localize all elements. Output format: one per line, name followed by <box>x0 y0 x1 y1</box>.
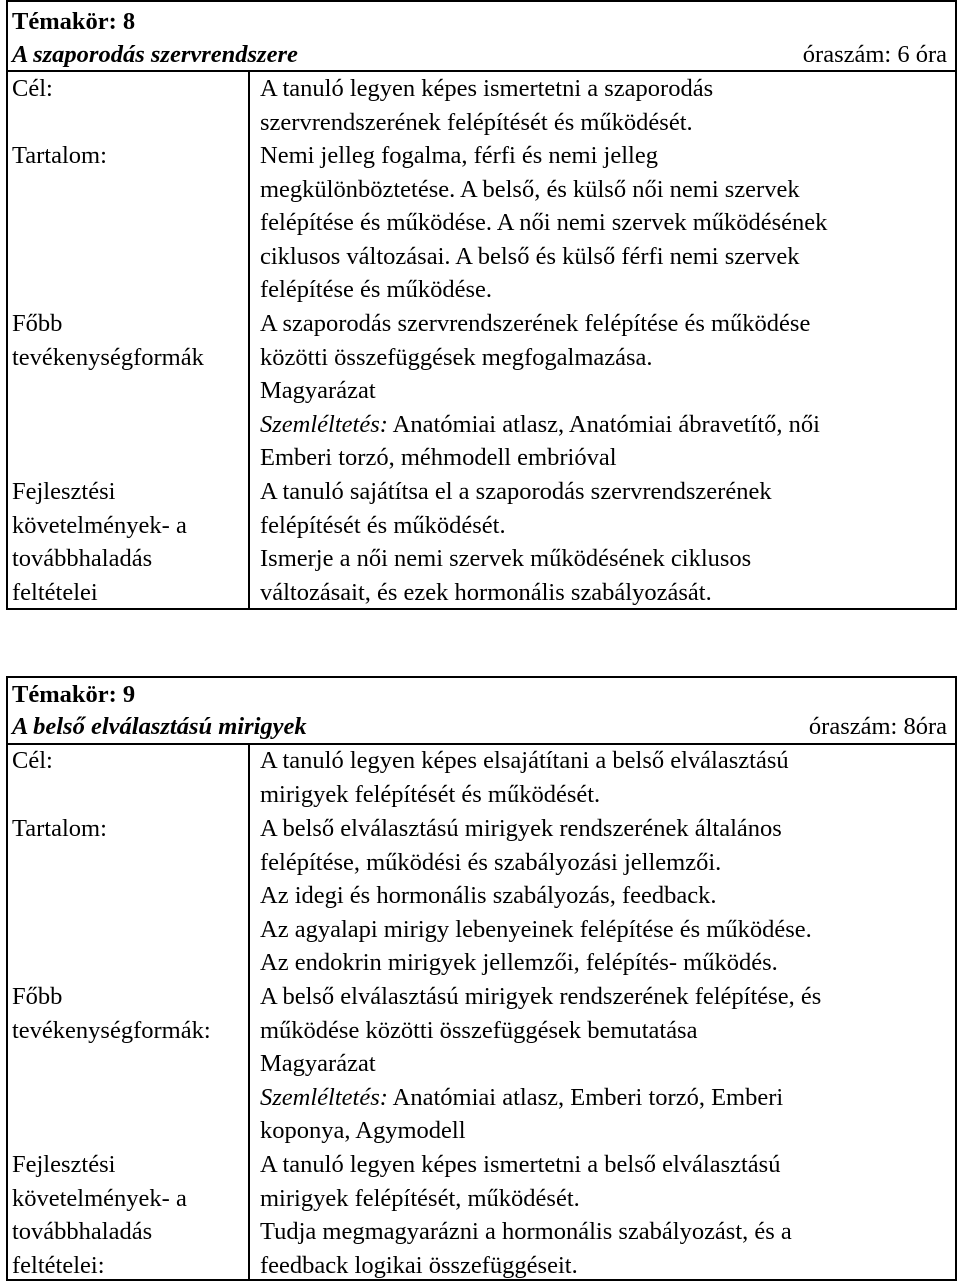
activities-label <box>12 307 244 374</box>
table-border <box>955 0 957 610</box>
content-label: Tartalom: <box>12 142 107 169</box>
demo-line <box>260 408 952 442</box>
text-line: szervrendszerének felépítését és működését. <box>260 108 693 136</box>
method-line: Magyarázat <box>260 1050 376 1078</box>
text-line: megkülönböztetése. A belső, és külső női nemi szervek <box>260 175 800 203</box>
text-line: A belső elválasztású mirigyek rendszerének felépítése, és <box>260 983 822 1010</box>
text-line: ciklusos változásai. A belső és külső férfi nemi szervek <box>260 242 800 270</box>
text-line: mirigyek felépítését és működését. <box>260 780 601 808</box>
topic-9-table <box>6 676 957 1281</box>
demo-line-2: koponya, Agymodell <box>260 1117 466 1145</box>
label-line: követelmények- a <box>12 1184 187 1212</box>
text-line: mirigyek felépítését, működését. <box>260 1184 580 1212</box>
content-text <box>260 139 952 307</box>
label-line: követelmények- a <box>12 511 187 539</box>
column-divider <box>248 70 250 610</box>
goal-label: Cél: <box>12 747 53 774</box>
label-line: Fejlesztési <box>12 478 116 505</box>
text-line: Az idegi és hormonális szabályozás, feedback. <box>260 882 717 910</box>
content-text <box>260 812 952 980</box>
text-line: A tanuló sajátítsa el a szaporodás szervrendszerének <box>260 478 772 505</box>
topic-hours: óraszám: 6 óra <box>802 41 947 68</box>
activities-text <box>260 980 952 1148</box>
topic-title: A belső elválasztású mirigyek <box>12 713 307 740</box>
goal-text <box>260 744 952 811</box>
goal-text <box>260 72 952 139</box>
label-line: Főbb <box>12 983 63 1010</box>
table-border <box>6 0 957 2</box>
text-line: működése közötti összefüggések bemutatása <box>260 1016 698 1044</box>
label-line: Főbb <box>12 310 63 337</box>
text-line: felépítése és működése. A női nemi szervek működésének <box>260 209 828 237</box>
text-line: Nemi jelleg fogalma, férfi és nemi jelleg <box>260 142 658 169</box>
label-line: tevékenységformák: <box>12 1016 211 1044</box>
text-line: közötti összefüggések megfogalmazása. <box>260 343 653 371</box>
demo-line-2: Emberi torzó, méhmodell embrióval <box>260 444 617 472</box>
activities-label <box>12 980 244 1047</box>
text-line: Ismerje a női nemi szervek működésének ciklusos <box>260 545 752 573</box>
requirements-text <box>260 1148 952 1282</box>
text-line: felépítése, működési és szabályozási jellemzői. <box>260 848 722 876</box>
table-border <box>955 676 957 1281</box>
text-line: Az agyalapi mirigy lebenyeinek felépítése és működése. <box>260 915 812 943</box>
demo-text: Anatómiai atlasz, Anatómiai ábravetítő, női <box>387 410 820 438</box>
text-line: A tanuló legyen képes ismertetni a szaporodás <box>260 75 714 102</box>
requirements-label <box>12 475 244 609</box>
text-line: Tudja megmagyarázni a hormonális szabályozást, és a <box>260 1218 792 1246</box>
label-line: tevékenységformák <box>12 343 204 371</box>
demo-label: Szemléltetés: <box>260 410 388 438</box>
topic-title: A szaporodás szervrendszere <box>12 41 298 68</box>
text-line: feedback logikai összefüggéseit. <box>260 1251 578 1279</box>
demo-line <box>260 1081 952 1115</box>
column-divider <box>248 743 250 1281</box>
topic-8-table <box>6 0 957 610</box>
label-line: továbbhaladás <box>12 545 153 573</box>
requirements-text <box>260 475 952 609</box>
table-border <box>6 676 957 678</box>
text-line: A tanuló legyen képes ismertetni a belső elválasztású <box>260 1151 781 1178</box>
topic-heading: Témakör: 8 <box>12 8 136 35</box>
text-line: A belső elválasztású mirigyek rendszerének általános <box>260 815 782 842</box>
label-line: Fejlesztési <box>12 1151 116 1178</box>
text-line: A tanuló legyen képes elsajátítani a belső elválasztású <box>260 747 789 774</box>
text-line: A szaporodás szervrendszerének felépítése és működése <box>260 310 811 337</box>
content-label: Tartalom: <box>12 815 107 842</box>
method-line: Magyarázat <box>260 377 376 405</box>
label-line: továbbhaladás <box>12 1218 153 1246</box>
requirements-label <box>12 1148 244 1282</box>
table-border <box>6 0 8 610</box>
activities-text <box>260 307 952 475</box>
text-line: felépítése és működése. <box>260 276 492 304</box>
demo-text: Anatómiai atlasz, Emberi torzó, Emberi <box>387 1083 784 1111</box>
demo-label: Szemléltetés: <box>260 1083 388 1111</box>
topic-heading: Témakör: 9 <box>12 681 136 708</box>
table-border <box>6 676 8 1281</box>
text-line: Az endokrin mirigyek jellemzői, felépítés- működés. <box>260 949 778 977</box>
text-line: felépítését és működését. <box>260 511 506 539</box>
goal-label: Cél: <box>12 75 53 102</box>
topic-hours: óraszám: 8óra <box>808 713 947 740</box>
text-line: változásait, és ezek hormonális szabályozását. <box>260 578 712 606</box>
label-line: feltételei: <box>12 1251 105 1279</box>
label-line: feltételei <box>12 578 98 606</box>
